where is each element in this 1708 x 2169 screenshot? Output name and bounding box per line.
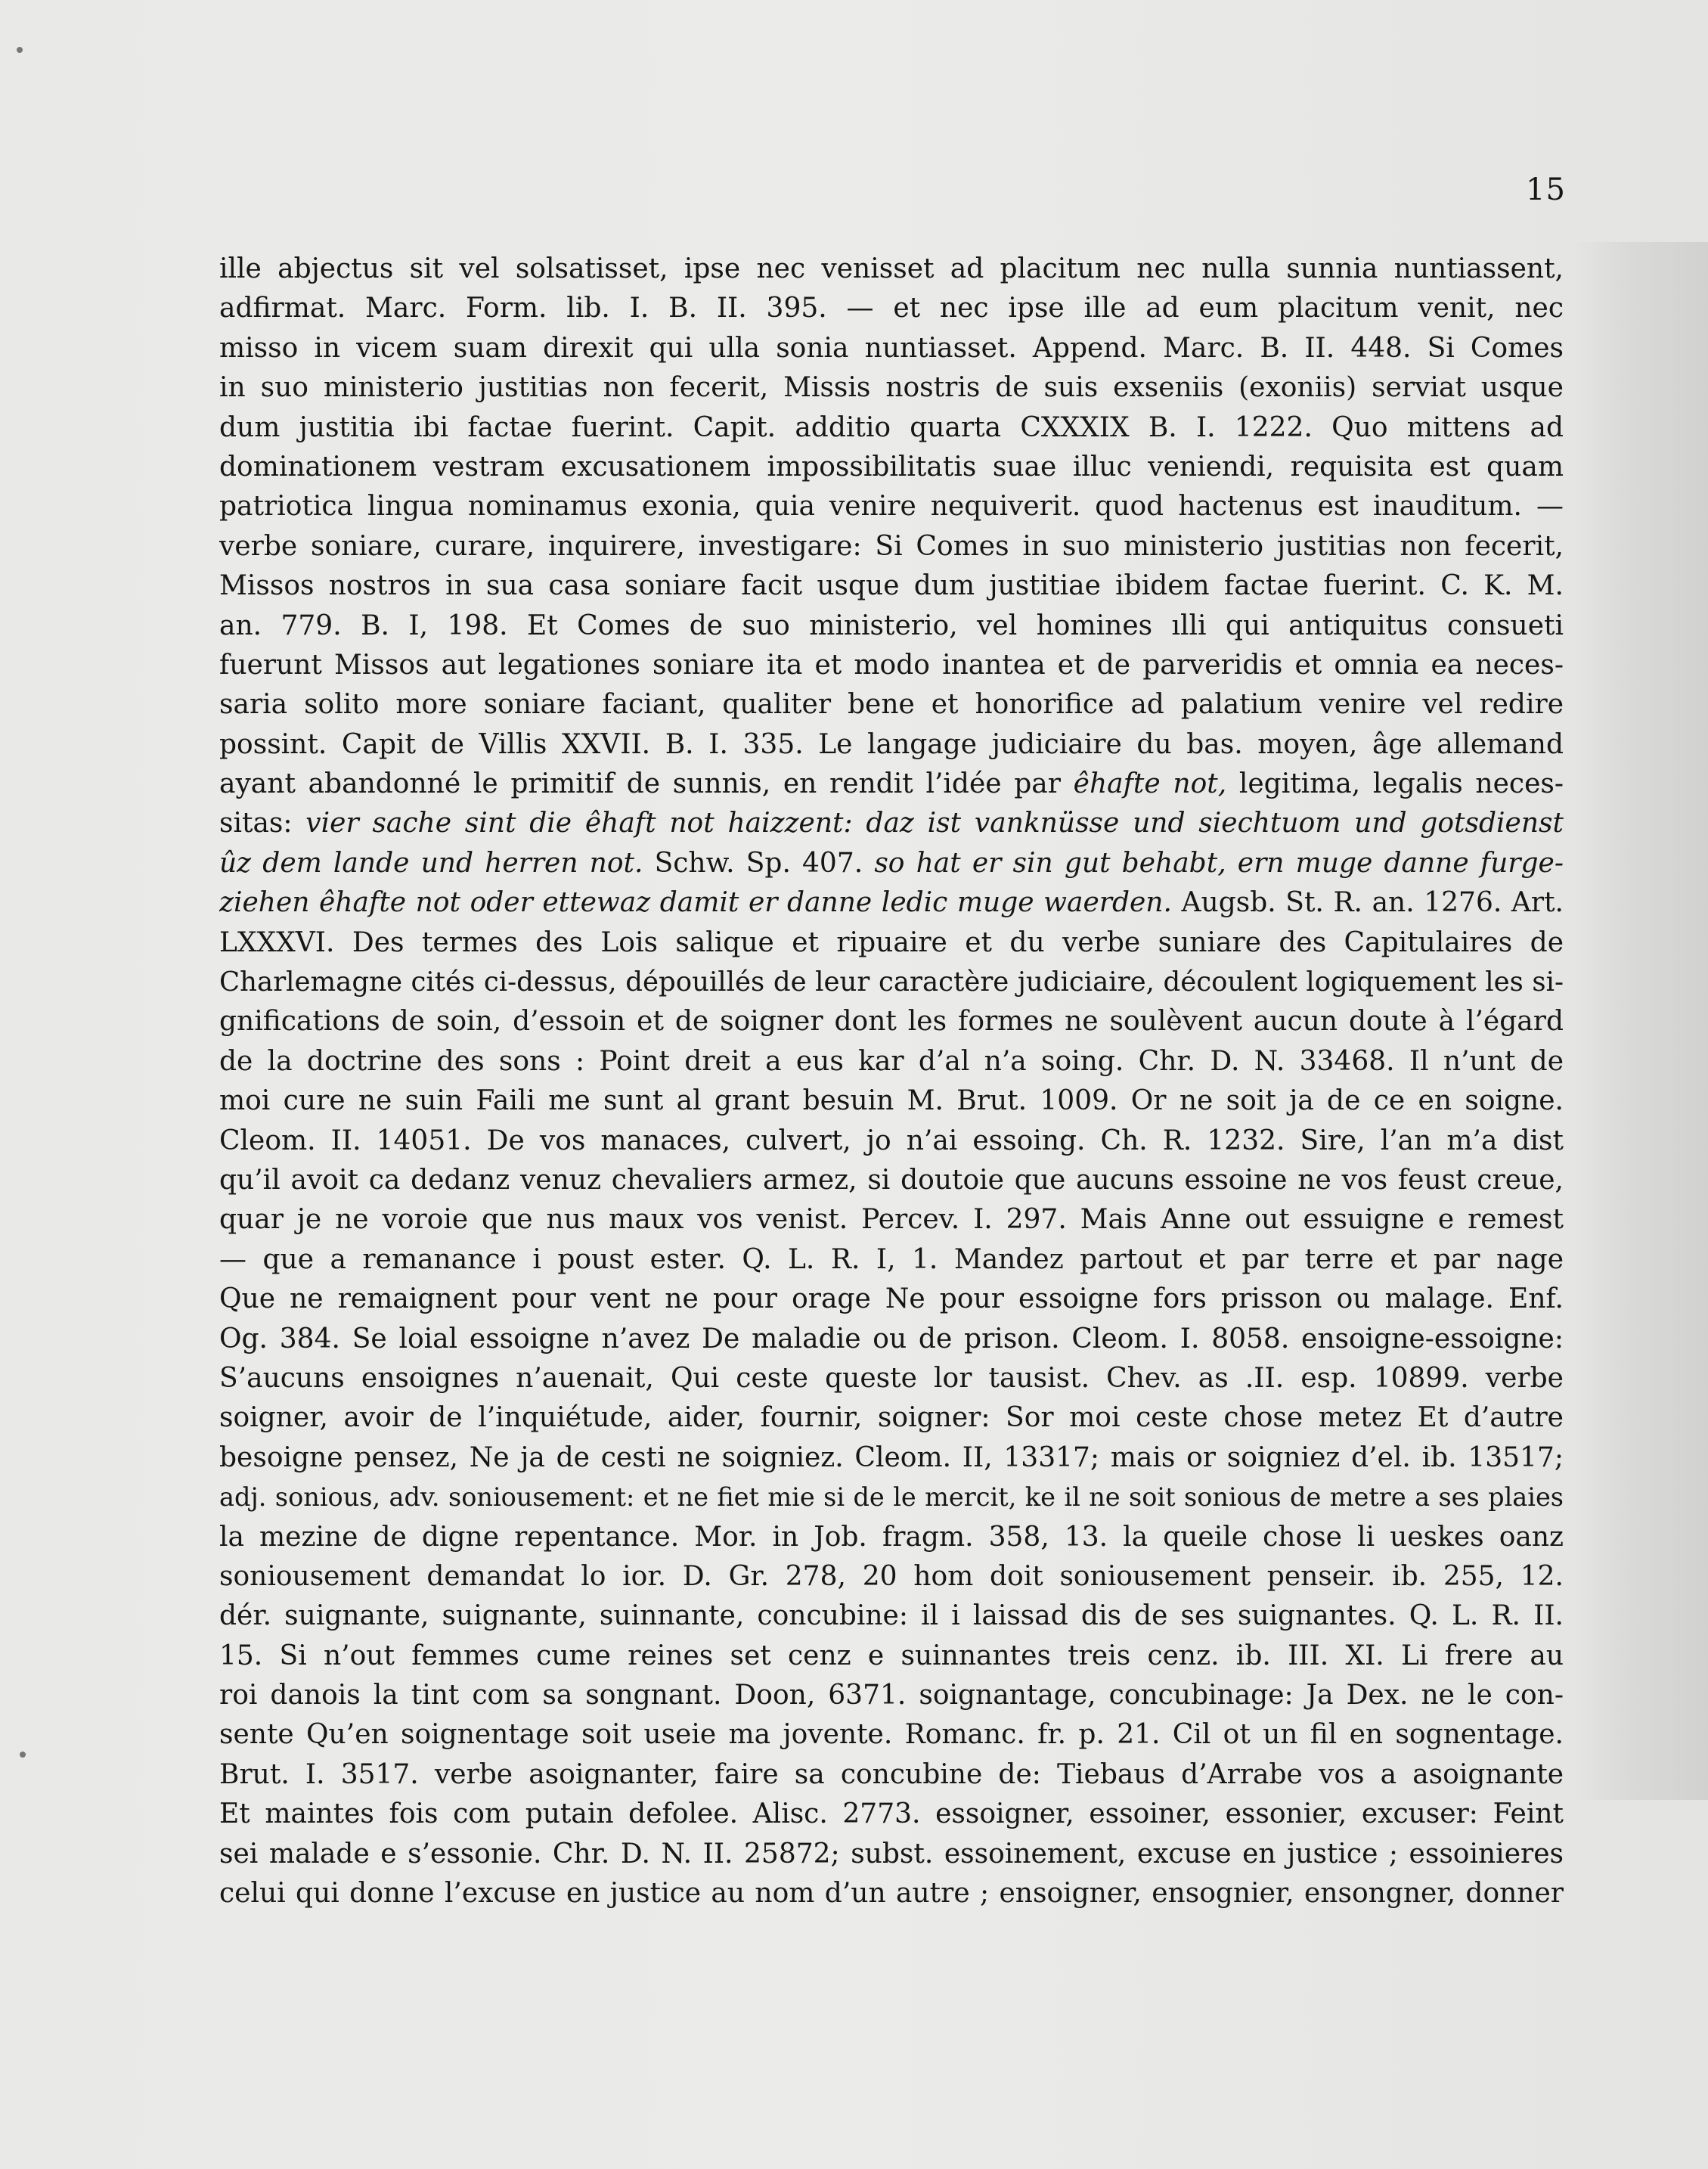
text-line [219,844,1564,883]
margin-speck [17,47,23,53]
text-segment: celui qui donne l’excuse en justice au nom d’un autre ; ensoigner, ensognier, ensongner, donner [219,1878,1564,1910]
text-line [219,685,1564,725]
text-line [219,883,1564,923]
text-segment: soniousement demandat lo ior. D. Gr. 278, 20 hom doit soniousement penseir. ib. 255, 12. [219,1560,1564,1592]
text-segment: LXXXVI. Des termes des Lois salique et ripuaire et du verbe suniare des Capitulaires de [219,926,1564,958]
text-line [219,1518,1564,1557]
text-line [219,1478,1564,1517]
text-segment: gnifications de soin, d’essoin et de soigner dont les formes ne soulèvent aucun doute à l’égard [219,1006,1564,1038]
text-line [219,1042,1564,1081]
text-segment: adj. sonious, adv. soniousement: et ne fiet mie si de le mercit, ke il ne soit sonious de metre a ses plaies [219,1482,1564,1513]
text-line [219,1795,1564,1834]
text-segment: misso in vicem suam direxit qui ulla sonia nuntiasset. Append. Marc. B. II. 448. Si Comes [219,332,1564,364]
text-line [219,487,1564,526]
text-segment: Augsb. St. R. an. 1276. Art. [1171,887,1564,919]
text-line [219,1398,1564,1438]
text-line [219,1200,1564,1240]
body-text [219,250,1564,1913]
text-line [219,527,1564,566]
text-segment: de la doctrine des sons : Point dreit a eus kar d’al n’a soing. Chr. D. N. 33468. Il n’unt de [219,1045,1564,1077]
text-segment: adfirmat. Marc. Form. lib. I. B. II. 395. — et nec ipse ille ad eum placitum venit, nec [219,293,1564,324]
text-line [219,1596,1564,1636]
text-segment: Brut. I. 3517. verbe asoignanter, faire sa concubine de: Tiebaus d’Arrabe vos a asoignante [219,1758,1564,1790]
text-segment: patriotica lingua nominamus exonia, quia venire nequiverit. quod hactenus est inauditum. — [219,491,1564,523]
text-segment: legitima, legalis neces- [1226,768,1564,800]
page-number: 15 [1526,172,1566,207]
text-segment: Missos nostros in sua casa soniare facit usque dum justitiae ibidem factae fuerint. C. K. M. [219,570,1564,602]
text-segment: Et maintes fois com putain defolee. Alisc. 2773. essoigner, essoiner, essonier, excuser: Feint [219,1798,1564,1830]
text-segment: sei malade e s’essonie. Chr. D. N. II. 25872; subst. essoinement, excuse en justice ; essoinieres [219,1838,1564,1870]
text-segment: la mezine de digne repentance. Mor. in Job. fragm. 358, 13. la queile chose li ueskes oanz [219,1521,1564,1553]
text-line [219,1755,1564,1795]
text-line [219,1835,1564,1874]
text-segment: quar je ne voroie que nus maux vos venist. Percev. I. 297. Mais Anne out essuigne e remest [219,1204,1564,1236]
text-line [219,368,1564,408]
text-line [219,963,1564,1002]
text-line [219,329,1564,368]
text-line [219,1280,1564,1319]
text-segment: possint. Capit de Villis XXVII. B. I. 335. Le langage judiciaire du bas. moyen, âge allemand [219,728,1564,760]
text-segment: Og. 384. Se loial essoigne n’avez De maladie ou de prison. Cleom. I. 8058. ensoigne-essoigne: [219,1323,1564,1354]
text-segment: Que ne remaignent pour vent ne pour orage Ne pour essoigne fors prisson ou malage. Enf. [219,1283,1564,1315]
text-line [219,923,1564,963]
show-through-bleed [1573,242,1708,1800]
text-segment: Charlemagne cités ci-dessus, dépouillés de leur caractère judiciaire, découlent logiquement les si- [219,967,1564,998]
text-line [219,765,1564,804]
text-segment: S’aucuns ensoignes n’auenait, Qui ceste queste lor tausist. Chev. as .II. esp. 10899. verbe [219,1362,1564,1394]
text-line [219,1874,1564,1913]
italic-segment: ziehen êhafte not oder ettewaz damit er danne ledic muge waerden. [219,887,1172,919]
text-line [219,1320,1564,1359]
text-segment: dér. suignante, suignante, suinnante, concubine: il i laissad dis de ses suignantes. Q. L. R. II. [219,1600,1564,1632]
text-line [219,1002,1564,1041]
text-segment: fuerunt Missos aut legationes soniare ita et modo inantea et de parveridis et omnia ea neces- [219,649,1564,681]
text-line [219,566,1564,606]
text-segment: — que a remanance i poust ester. Q. L. R. I, 1. Mandez partout et par terre et par nage [219,1243,1564,1275]
text-segment: moi cure ne suin Faili me sunt al grant besuin M. Brut. 1009. Or ne soit ja de ce en soigne. [219,1085,1564,1117]
italic-segment: ûz dem lande und herren not. [219,847,643,879]
text-line [219,1676,1564,1715]
text-segment: verbe soniare, curare, inquirere, investigare: Si Comes in suo ministerio justitias non fecerit, [219,530,1564,562]
text-segment: Cleom. II. 14051. De vos manaces, culvert, jo n’ai essoing. Ch. R. 1232. Sire, l’an m’a dist [219,1125,1564,1156]
text-line [219,448,1564,487]
text-line [219,1081,1564,1121]
margin-speck [20,1752,26,1758]
text-segment: sitas: [219,808,306,839]
text-segment: sente Qu’en soignentage soit useie ma jovente. Romanc. fr. p. 21. Cil ot un fil en sognentage. [219,1719,1564,1751]
text-line [219,1161,1564,1200]
text-segment: roi danois la tint com sa songnant. Doon, 6371. soignantage, concubinage: Ja Dex. ne le con- [219,1680,1564,1711]
text-segment: ille abjectus sit vel solsatisset, ipse nec venisset ad placitum nec nulla sunnia nuntiassent, [219,253,1564,284]
text-segment: dominationem vestram excusationem impossibilitatis suae illuc veniendi, requisita est quam [219,451,1564,483]
italic-segment: so hat er sin gut behabt, ern muge danne furge- [874,847,1564,879]
text-segment: ayant abandonné le primitif de sunnis, en rendit l’idée par [219,768,1074,800]
text-segment: soigner, avoir de l’inquiétude, aider, fournir, soigner: Sor moi ceste chose metez Et d’autre [219,1402,1564,1434]
text-segment: in suo ministerio justitias non fecerit, Missis nostris de suis exseniis (exoniis) serviat usque [219,372,1564,404]
text-segment: an. 779. B. I, 198. Et Comes de suo ministerio, vel homines ılli qui antiquitus consueti [219,610,1564,641]
text-line [219,725,1564,765]
text-line [219,289,1564,328]
text-line [219,1122,1564,1161]
text-line [219,607,1564,646]
text-line [219,1359,1564,1398]
text-segment: qu’il avoit ca dedanz venuz chevaliers armez, si doutoie que aucuns essoine ne vos feust creue, [219,1164,1564,1196]
text-line [219,804,1564,843]
text-segment: dum justitia ibi factae fuerint. Capit. additio quarta CXXXIX B. I. 1222. Quo mittens ad [219,411,1564,443]
text-segment: Schw. Sp. 407. [643,847,875,879]
italic-segment: vier sache sint die êhaft not haizzent: daz ist vanknüsse und siechtuom und gotsdienst [305,808,1564,839]
text-line [219,1715,1564,1755]
text-line [219,1240,1564,1280]
text-segment: 15. Si n’out femmes cume reines set cenz e suinnantes treis cenz. ib. III. XI. Li frere au [219,1640,1564,1671]
text-line [219,250,1564,289]
italic-segment: êhafte not, [1073,768,1227,800]
text-segment: besoigne pensez, Ne ja de cesti ne soigniez. Cleom. II, 13317; mais or soigniez d’el. ib. 13517; [219,1441,1564,1473]
text-line [219,1557,1564,1596]
text-line [219,646,1564,685]
text-line [219,1438,1564,1478]
text-line [219,1637,1564,1676]
text-segment: saria solito more soniare faciant, qualiter bene et honorifice ad palatium venire vel redire [219,689,1564,721]
text-line [219,408,1564,448]
